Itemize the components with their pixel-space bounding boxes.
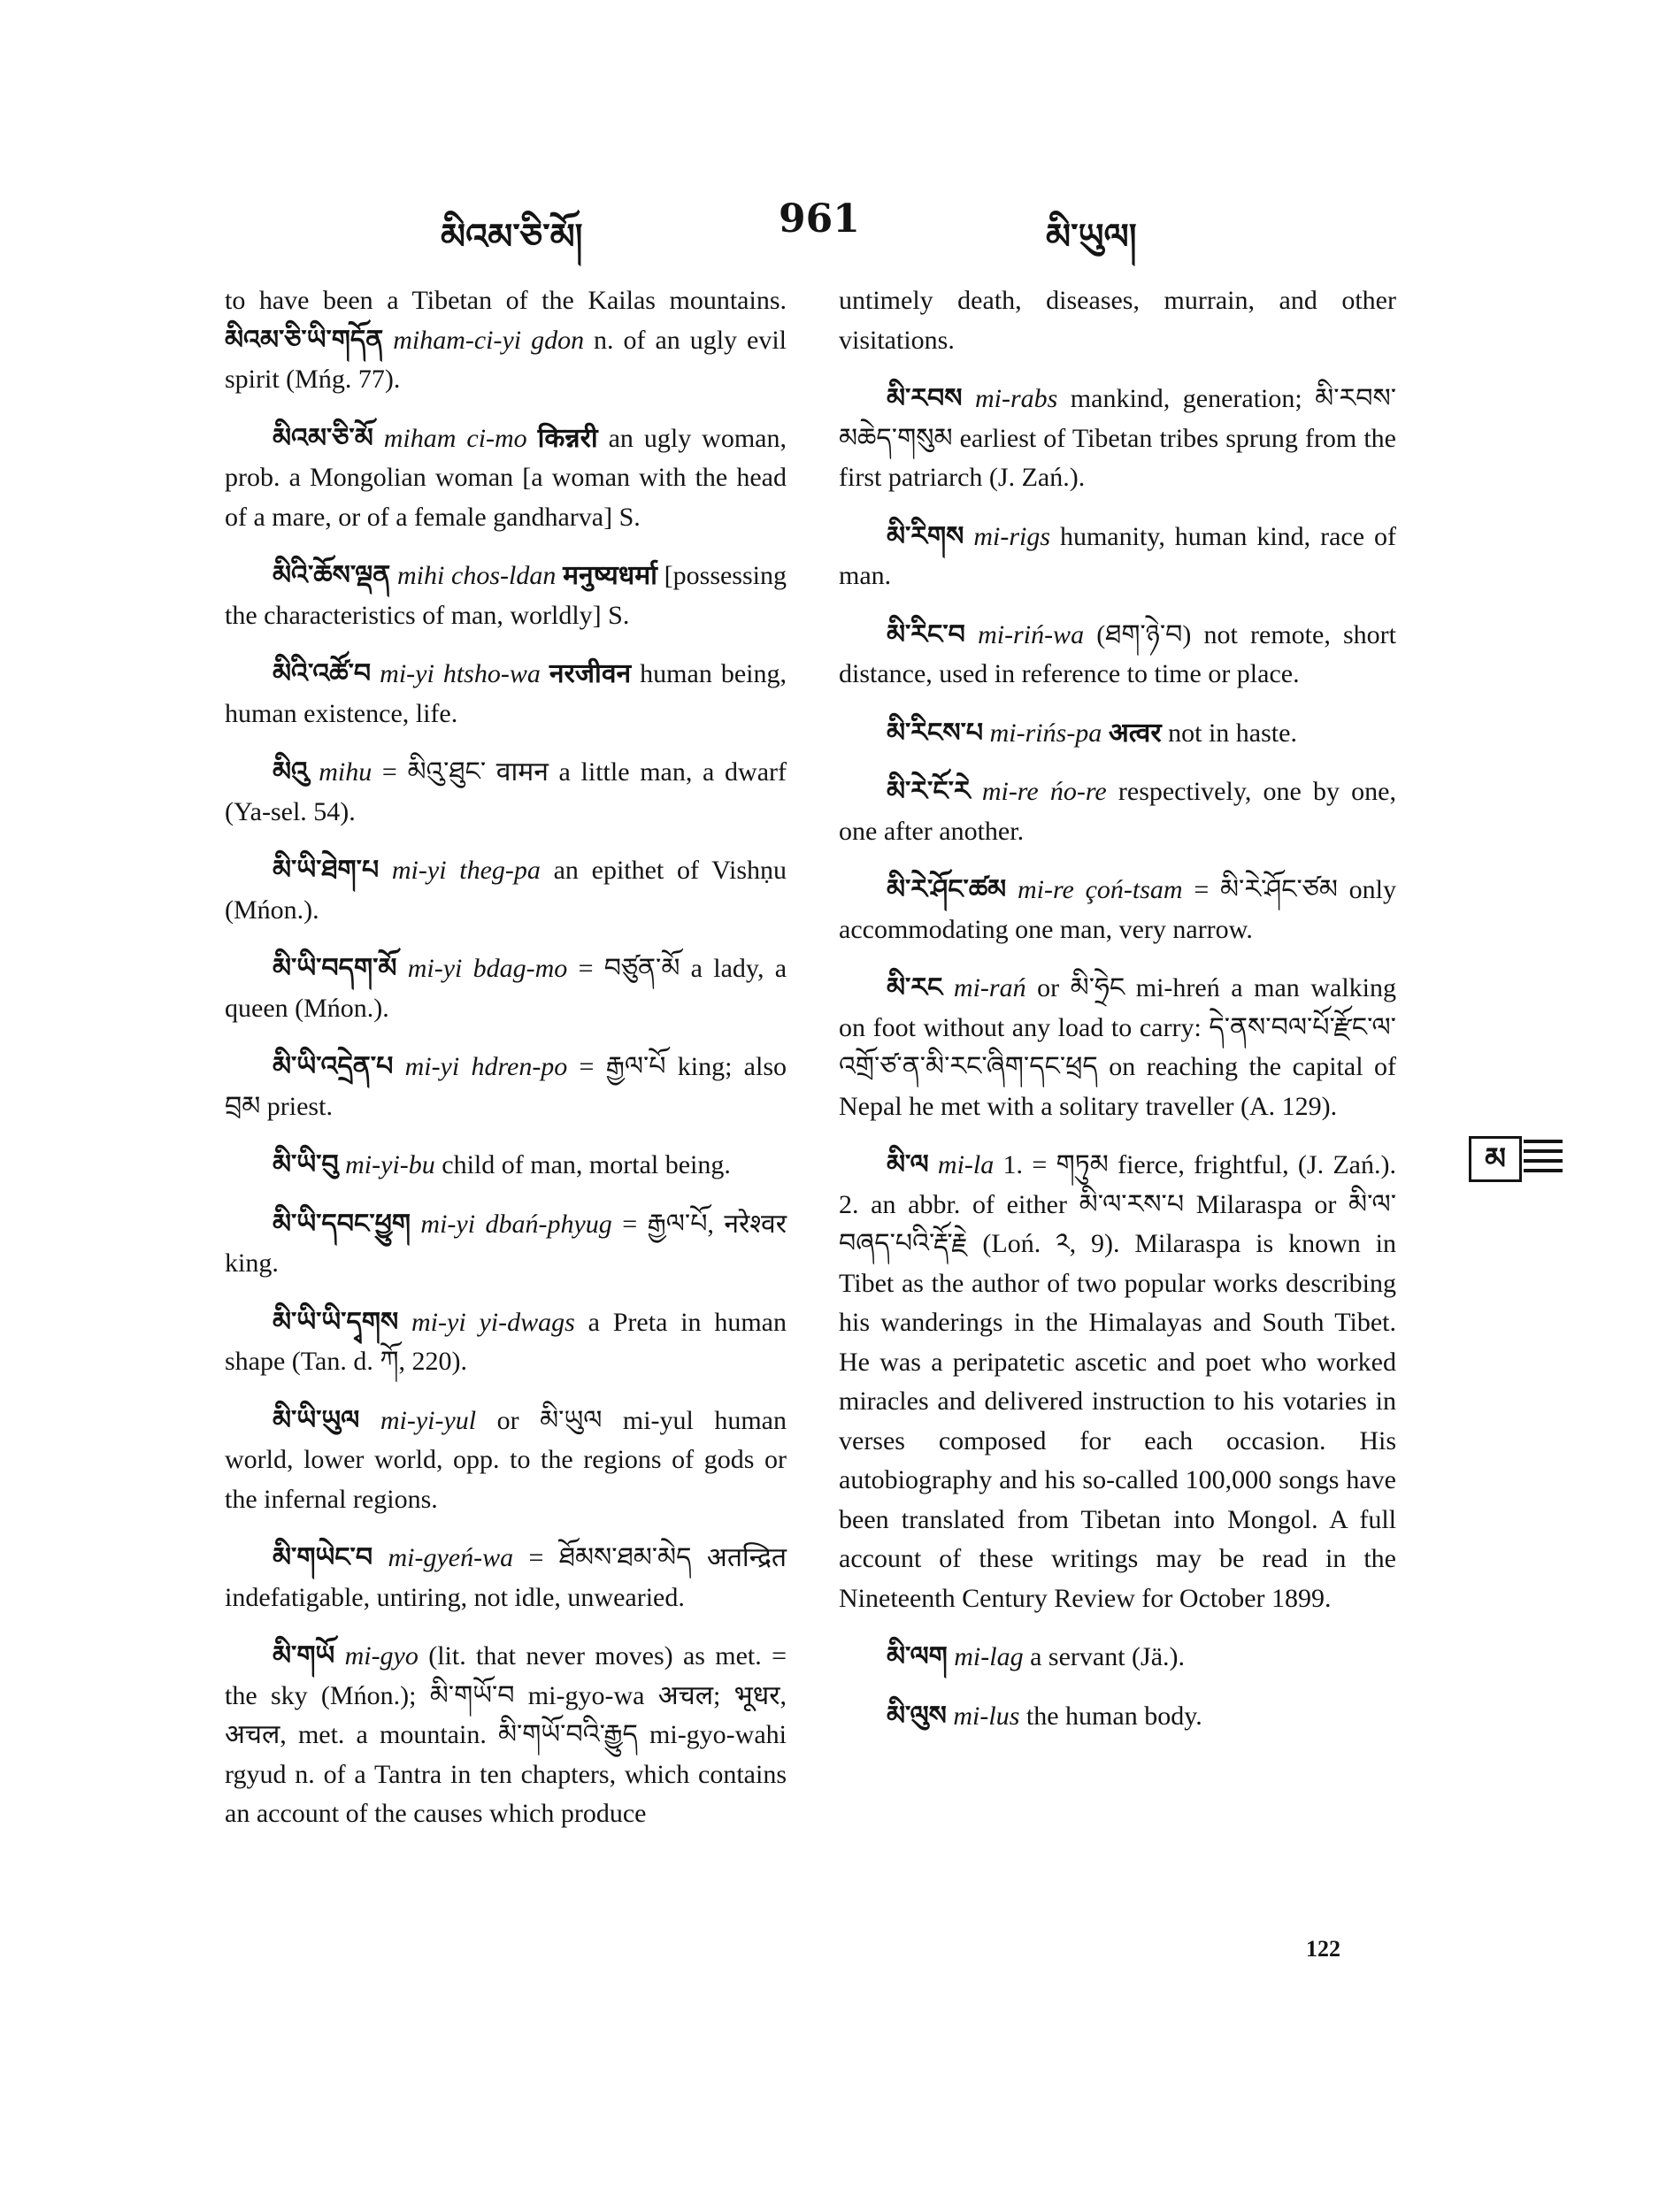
headword-transliteration: mi-lus (946, 1701, 1020, 1731)
left-guide-word: མིའམ་ཅི་མོ། (441, 216, 583, 257)
headword-transliteration: mi-re çoń-tsam (1006, 875, 1183, 904)
headword-tibetan: མིའི་ཆོས་ལྡན (273, 561, 391, 590)
dictionary-entry (225, 1539, 787, 1617)
entry-definition: = མི་རེ་ཤོང་ཙམ only accommodating one man, very narrow. (839, 875, 1396, 944)
entry-text: untimely death, diseases, murrain, and other visitations. (839, 286, 1396, 355)
dictionary-entry (225, 1146, 787, 1186)
headword-tibetan: མི་རིངས་པ (887, 718, 984, 748)
entry-definition: humanity, human kind, race of man. (839, 521, 1396, 590)
headword-tibetan: མི་རིང་བ (887, 619, 965, 649)
headword-transliteration: mi-rigs (964, 521, 1051, 551)
entry-definition: or མི་ཧྲེང mi-hreń a man walking on foot without any load to carry: དེ་ནས་བལ་པོ་རྫོང་ལ་འགྲོ་ཙ་ན་མི་རང་ཞིག་དང་ཕྲད on reaching the capital of Nepal he met with a solitary traveller (A. 129). (839, 973, 1396, 1121)
headword-tibetan: མི་ལུས (887, 1701, 947, 1731)
dictionary-entry (225, 1048, 787, 1126)
running-header (0, 196, 1659, 257)
headword-transliteration: mi-yi hdren-po (393, 1052, 568, 1081)
headword-tibetan: མི་རེ་ཤོང་ཚམ (887, 875, 1007, 904)
entry-definition: [possessing the characteristics of man, worldly] S. (225, 561, 787, 630)
headword-tibetan: མི་རིགས (887, 521, 964, 551)
headword-transliteration: mihi chos-ldan (390, 561, 564, 590)
dictionary-entry (225, 419, 787, 538)
headword-transliteration: mi-rińs-pa (983, 718, 1109, 748)
dictionary-entry (225, 557, 787, 635)
dictionary-entry (225, 1205, 787, 1284)
dictionary-entry (225, 1402, 787, 1520)
thumb-index-tab (1469, 1133, 1564, 1186)
headword-tibetan: མི་གཡེང་བ (273, 1543, 373, 1572)
entry-definition: mankind, generation; མི་རབས་མཆེད་གསུམ earliest of Tibetan tribes sprung from the first patriarch (J. Zań.). (839, 384, 1396, 492)
headword-tibetan: མི་གཡོ (273, 1641, 335, 1671)
thumb-index-lines (1524, 1140, 1563, 1179)
dictionary-entry (225, 281, 787, 400)
headword-tibetan: མིའམ་ཅི་མོ (273, 423, 373, 453)
headword-transliteration: mi-gyeń-wa (373, 1543, 514, 1572)
entry-definition: = མིའུ་ཐུང་ वामन a little man, a dwarf (Ya-sel. 54). (225, 757, 787, 826)
right-guide-word: མི་ཡུལ། (1046, 216, 1137, 257)
entry-definition: an ugly woman, prob. a Mongolian woman [a woman with the head of a mare, or of a female gandharva] S. (225, 423, 787, 532)
headword-tibetan: མི་ཡི་བདག་མོ (273, 954, 397, 983)
sanskrit-equivalent: नरजीवन (549, 659, 632, 688)
entry-definition: human being, human existence, life. (225, 659, 787, 728)
sanskrit-equivalent: मनुष्यधर्मा (563, 561, 657, 590)
headword-transliteration: mi-yi htsho-wa (371, 659, 549, 688)
headword-tibetan: མི་ལག (887, 1642, 948, 1671)
headword-transliteration: mi-lag (947, 1642, 1024, 1671)
entry-definition: not in haste. (1161, 718, 1297, 748)
entry-text: to have been a Tibetan of the Kailas mountains. (225, 286, 787, 315)
entry-definition: the human body. (1019, 1701, 1202, 1731)
headword-tibetan: མི་རེ་ངོ་རེ (887, 777, 971, 806)
entry-definition: n. of an ugly evil spirit (Mńg. 77). (225, 325, 787, 394)
headword-transliteration: mi-gyo (334, 1641, 419, 1671)
headword-tibetan: མི་ཡི་དབང་ཕྱུག (273, 1209, 411, 1239)
headword-transliteration: mi-yi dbań-phyug (410, 1209, 612, 1239)
entry-definition: child of man, mortal being. (434, 1150, 731, 1179)
dictionary-entry (839, 1146, 1396, 1618)
dictionary-entry (225, 851, 787, 930)
entry-definition: (lit. that never moves) as met. = the sky (Mńon.); མི་གཡོ་བ mi-gyo-wa अचल; भूधर, अचल, met. a mountain. མི་གཡོ་བའི་རྒྱུད mi-gyo-wahi rgyud n. of a Tantra in ten chapters, which contains an account of the causes which produce (225, 1641, 787, 1828)
entry-definition: 1. = གཏུམ fierce, frightful, (J. Zań.). 2. an abbr. of either མི་ལ་རས་པ Milaraspa or མི་ལ་བཞད་པའི་རྡོ་རྗེ (Loń. ༢, 9). Milaraspa is known in Tibet as the author of two popular works describing his wanderings in the Himalayas and South Tibet. He was a peripatetic ascetic and poet who worked miracles and delivered instruction to his votaries in verses composed for each occasion. His autobiography and his so-called 100,000 songs have been translated from Tibetan into Mongol. A full account of these writings may be read in the Nineteenth Century Review for October 1899. (839, 1150, 1396, 1613)
entry-definition: respectively, one by one, one after another. (839, 777, 1396, 846)
right-column (839, 281, 1396, 1755)
dictionary-entry (839, 616, 1396, 695)
headword-tibetan: མི་རང (887, 973, 943, 1002)
headword-tibetan: མི་ཡི་འདྲེན་པ (273, 1052, 394, 1081)
headword-transliteration: mi-yi yi-dwags (398, 1307, 575, 1337)
headword-transliteration: mi-rabs (962, 384, 1058, 413)
entry-definition: = ཐོམས་ཐམ་མེད अतन्द्रित indefatigable, untiring, not idle, unwearied. (225, 1543, 787, 1612)
headword-transliteration: mi-yi bdag-mo (396, 954, 568, 983)
headword-tibetan: མི་ཡི་བུ (273, 1150, 339, 1179)
dictionary-entry (839, 1638, 1396, 1678)
headword-tibetan: མི་ཡི་ཡུལ (273, 1405, 360, 1435)
headword-tibetan: མིའུ (273, 757, 309, 787)
entry-definition: (ཐག་ཉེ་བ) not remote, short distance, used in reference to time or place. (839, 619, 1397, 688)
headword-transliteration: mi-la (928, 1150, 995, 1179)
dictionary-entry (225, 949, 787, 1028)
headword-transliteration: mi-rań (942, 973, 1026, 1002)
dictionary-entry (225, 1637, 787, 1834)
entry-definition: = བཙུན་མོ a lady, a queen (Mńon.). (225, 954, 787, 1023)
entry-definition: a servant (Jä.). (1023, 1642, 1186, 1671)
headword-transliteration: miham-ci-yi gdon (383, 325, 585, 355)
entry-definition: an epithet of Vishṇu (Mńon.). (225, 856, 787, 925)
headword-transliteration: mi-re ńo-re (970, 777, 1107, 806)
headword-tibetan: མི་རབས (887, 384, 963, 413)
left-column (225, 281, 787, 1854)
signature-mark: 122 (1306, 1936, 1340, 1962)
dictionary-entry (839, 969, 1396, 1126)
headword-transliteration: mihu (308, 757, 373, 787)
thumb-index-letter: མ (1469, 1136, 1522, 1182)
entry-definition: = རྒྱལ་པོ, नरेश्वर king. (225, 1209, 787, 1278)
dictionary-entry (839, 714, 1396, 754)
entry-definition: a Preta in human shape (Tan. d. ཀོ, 220). (225, 1307, 787, 1376)
sanskrit-equivalent: अत्वर (1108, 718, 1162, 748)
headword-tibetan: མིའི་འཚོ་བ (273, 659, 372, 688)
headword-transliteration: mi-riń-wa (964, 619, 1085, 649)
entry-definition: or མི་ཡུལ mi-yul human world, lower world, opp. to the regions of gods or the infernal regions. (225, 1405, 787, 1514)
headword-transliteration: mi-yi-bu (338, 1150, 435, 1179)
headword-tibetan: མིའམ་ཅི་ཡི་གདོན (225, 325, 384, 355)
headword-tibetan: མི་ཡི་ཡི་དྭགས (273, 1307, 399, 1337)
dictionary-entry (225, 753, 787, 832)
dictionary-entry (839, 772, 1396, 851)
dictionary-entry (225, 1303, 787, 1382)
headword-transliteration: mi-yi theg-pa (379, 856, 541, 885)
headword-tibetan: མི་ལ (887, 1150, 929, 1179)
headword-transliteration: mi-yi-yul (359, 1405, 477, 1435)
headword-tibetan: མི་ཡི་ཐེག་པ (273, 856, 380, 885)
headword-transliteration: miham ci-mo (373, 423, 538, 453)
dictionary-entry (839, 380, 1396, 498)
dictionary-entry (839, 1697, 1396, 1737)
page-number: 961 (779, 196, 860, 242)
dictionary-entry (839, 518, 1396, 596)
sanskrit-equivalent: किन्नरी (537, 423, 598, 453)
dictionary-entry (839, 281, 1396, 360)
dictionary-entry (839, 871, 1396, 949)
dictionary-entry (225, 655, 787, 733)
entry-definition: = རྒྱལ་པོ king; also བྲམ priest. (225, 1052, 787, 1121)
